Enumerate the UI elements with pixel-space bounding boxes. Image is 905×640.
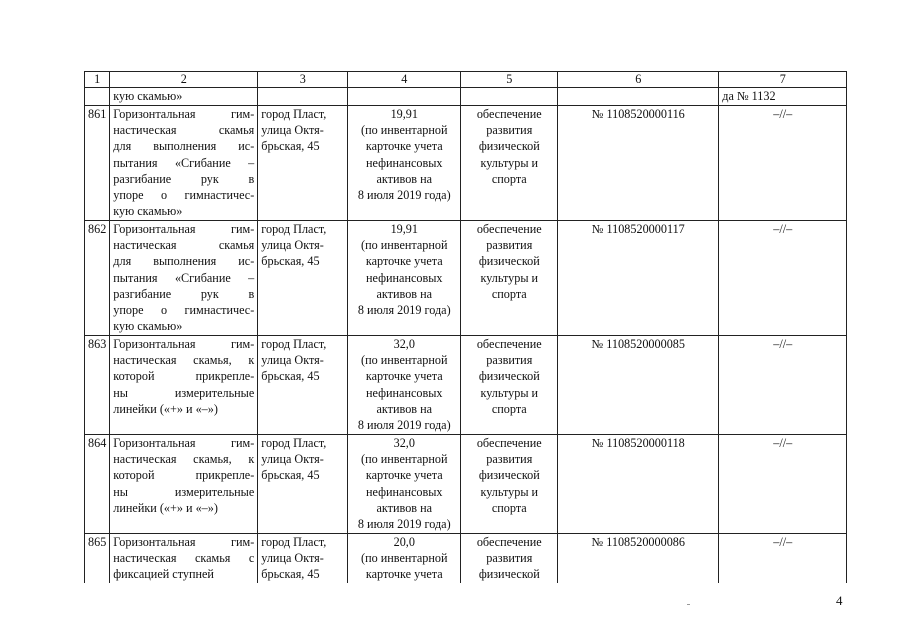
cell-value — [348, 336, 461, 435]
cell-line: улица Октя- — [261, 452, 324, 467]
cell-line: ны измерительные — [113, 385, 255, 400]
cell-text: № 1108520000118 — [591, 436, 685, 450]
cell-line: разгибание рук в — [113, 171, 255, 186]
cell-purpose — [461, 88, 558, 106]
continuation-row — [85, 88, 847, 106]
cell-line: которой прикрепле- — [113, 369, 255, 384]
cell-note — [719, 534, 847, 583]
cell-location — [258, 88, 348, 106]
cell-line: обеспечение — [476, 535, 542, 549]
cell-name: кую скамью» — [110, 88, 258, 106]
cell-line: фиксацией ступней — [113, 567, 214, 582]
cell-line: брьская, 45 — [261, 369, 320, 384]
column-number: 3 — [258, 72, 348, 88]
cell-note — [719, 336, 847, 435]
column-number: 6 — [558, 72, 719, 88]
cell-line: 19,91 — [390, 222, 418, 236]
cell-text: № 1108520000117 — [591, 222, 685, 236]
cell-line: кую скамью» — [113, 204, 183, 219]
cell-line: упоре о гимнастичес- — [113, 188, 255, 203]
cell-text: –//– — [773, 535, 793, 549]
cell-purpose — [461, 336, 558, 435]
cell-location — [258, 221, 348, 336]
cell-line: развития — [486, 123, 533, 138]
cell-line: брьская, 45 — [261, 139, 320, 154]
cell-purpose — [461, 435, 558, 534]
cell-line: улица Октя- — [261, 238, 324, 253]
cell-line: кую скамью» — [113, 319, 183, 334]
cell-line: брьская, 45 — [261, 468, 320, 483]
cell-line: упоре о гимнастичес- — [113, 303, 255, 318]
cell-line: обеспечение — [476, 337, 542, 351]
cell-line: карточке учета — [365, 369, 443, 384]
cell-text: 865 — [88, 535, 107, 549]
cell-line: пытания «Сгибание – — [113, 270, 255, 285]
cell-line: 32,0 — [393, 436, 415, 450]
cell-line: улица Октя- — [261, 353, 324, 368]
cell-line: настическая скамья, к — [113, 452, 255, 467]
cell-num — [85, 221, 110, 336]
cell-line: развития — [486, 353, 533, 368]
cell-line: город Пласт, — [261, 337, 327, 351]
cell-line: развития — [486, 551, 533, 566]
table-row — [85, 221, 847, 336]
property-register-table — [84, 71, 847, 583]
cell-line: нефинансовых — [366, 484, 443, 499]
cell-line: физической — [478, 254, 540, 269]
cell-line: (по инвентарной — [361, 123, 448, 138]
cell-line: город Пласт, — [261, 222, 327, 236]
cell-value — [348, 88, 461, 106]
cell-num — [85, 88, 110, 106]
cell-line: город Пласт, — [261, 535, 327, 549]
column-number: 4 — [348, 72, 461, 88]
cell-location — [258, 336, 348, 435]
cell-line: Горизонтальная гим- — [113, 337, 255, 351]
cell-purpose — [461, 534, 558, 583]
cell-line: 20,0 — [393, 535, 415, 549]
cell-line: настическая скамья, к — [113, 353, 255, 368]
table-row — [85, 435, 847, 534]
cell-line: развития — [486, 238, 533, 253]
cell-line: активов на — [376, 401, 433, 416]
cell-line: физической — [478, 567, 540, 582]
cell-line: нефинансовых — [366, 270, 443, 285]
cell-line: для выполнения ис- — [113, 139, 255, 154]
cell-location — [258, 534, 348, 583]
cell-value — [348, 534, 461, 583]
cell-name — [110, 106, 258, 221]
table-row — [85, 534, 847, 583]
cell-note — [719, 435, 847, 534]
cell-line: обеспечение — [476, 436, 542, 450]
cell-text: –//– — [773, 222, 793, 236]
cell-line: физической — [478, 369, 540, 384]
page-number: 4 — [836, 593, 843, 608]
cell-line: обеспечение — [476, 222, 542, 236]
cell-line: 8 июля 2019 года) — [357, 188, 451, 203]
scan-speck — [687, 604, 690, 605]
cell-line: Горизонтальная гим- — [113, 107, 255, 121]
cell-line: которой прикрепле- — [113, 468, 255, 483]
cell-text: № 1108520000086 — [591, 535, 685, 549]
cell-text: № 1108520000116 — [591, 107, 685, 121]
cell-line: нефинансовых — [366, 155, 443, 170]
cell-num — [85, 336, 110, 435]
cell-line: спорта — [491, 171, 527, 186]
cell-line: брьская, 45 — [261, 254, 320, 269]
cell-line: Горизонтальная гим- — [113, 436, 255, 450]
cell-inventory — [558, 88, 719, 106]
cell-line: брьская, 45 — [261, 567, 320, 582]
cell-line: культуры и — [480, 484, 539, 499]
cell-line: активов на — [376, 171, 433, 186]
cell-text: –//– — [773, 436, 793, 450]
cell-value — [348, 106, 461, 221]
cell-text: 864 — [88, 436, 107, 450]
cell-text: № 1108520000085 — [591, 337, 685, 351]
cell-location — [258, 435, 348, 534]
cell-note: да № 1132 — [719, 88, 847, 106]
cell-line: (по инвентарной — [361, 551, 448, 566]
cell-inventory — [558, 435, 719, 534]
cell-text: 861 — [88, 107, 107, 121]
cell-line: линейки («+» и «–») — [113, 401, 218, 416]
cell-inventory — [558, 221, 719, 336]
cell-line: карточке учета — [365, 567, 443, 582]
cell-value — [348, 435, 461, 534]
cell-line: физической — [478, 139, 540, 154]
cell-text: –//– — [773, 337, 793, 351]
cell-text: 862 — [88, 222, 107, 236]
cell-line: 19,91 — [390, 107, 418, 121]
cell-line: культуры и — [480, 155, 539, 170]
cell-num — [85, 106, 110, 221]
cell-line: развития — [486, 452, 533, 467]
cell-line: карточке учета — [365, 468, 443, 483]
cell-line: Горизонтальная гим- — [113, 222, 255, 236]
cell-line: культуры и — [480, 270, 539, 285]
cell-line: настическая скамья — [113, 123, 255, 138]
cell-line: улица Октя- — [261, 123, 324, 138]
cell-name — [110, 336, 258, 435]
cell-line: активов на — [376, 286, 433, 301]
cell-inventory — [558, 534, 719, 583]
cell-line: Горизонтальная гим- — [113, 535, 255, 549]
cell-note — [719, 106, 847, 221]
cell-line: спорта — [491, 401, 527, 416]
cell-num — [85, 435, 110, 534]
cell-value — [348, 221, 461, 336]
cell-num — [85, 534, 110, 583]
column-number: 2 — [110, 72, 258, 88]
cell-location — [258, 106, 348, 221]
cell-line: (по инвентарной — [361, 238, 448, 253]
cell-line: город Пласт, — [261, 436, 327, 450]
cell-line: обеспечение — [476, 107, 542, 121]
cell-name — [110, 534, 258, 583]
cell-line: (по инвентарной — [361, 353, 448, 368]
cell-line: нефинансовых — [366, 385, 443, 400]
cell-line: разгибание рук в — [113, 286, 255, 301]
cell-line: 8 июля 2019 года) — [357, 517, 451, 532]
cell-text: 863 — [88, 337, 107, 351]
cell-text: –//– — [773, 107, 793, 121]
cell-line: 8 июля 2019 года) — [357, 303, 451, 318]
column-number: 1 — [85, 72, 110, 88]
cell-inventory — [558, 336, 719, 435]
cell-purpose — [461, 221, 558, 336]
cell-name — [110, 435, 258, 534]
cell-line: пытания «Сгибание – — [113, 155, 255, 170]
cell-line: (по инвентарной — [361, 452, 448, 467]
cell-line: настическая скамья с — [113, 551, 255, 566]
cell-line: карточке учета — [365, 254, 443, 269]
cell-note — [719, 221, 847, 336]
table-row — [85, 336, 847, 435]
column-numbers-row — [85, 72, 847, 88]
column-number: 5 — [461, 72, 558, 88]
cell-inventory — [558, 106, 719, 221]
cell-line: 32,0 — [393, 337, 415, 351]
column-number: 7 — [719, 72, 847, 88]
cell-line: физической — [478, 468, 540, 483]
cell-line: ны измерительные — [113, 484, 255, 499]
cell-line: культуры и — [480, 385, 539, 400]
cell-purpose — [461, 106, 558, 221]
cell-line: линейки («+» и «–») — [113, 500, 218, 515]
cell-line: для выполнения ис- — [113, 254, 255, 269]
cell-line: спорта — [491, 500, 527, 515]
table-row — [85, 106, 847, 221]
cell-line: город Пласт, — [261, 107, 327, 121]
cell-line: 8 июля 2019 года) — [357, 418, 451, 433]
cell-line: спорта — [491, 286, 527, 301]
cell-line: улица Октя- — [261, 551, 324, 566]
cell-line: карточке учета — [365, 139, 443, 154]
cell-line: активов на — [376, 500, 433, 515]
cell-line: настическая скамья — [113, 238, 255, 253]
cell-name — [110, 221, 258, 336]
